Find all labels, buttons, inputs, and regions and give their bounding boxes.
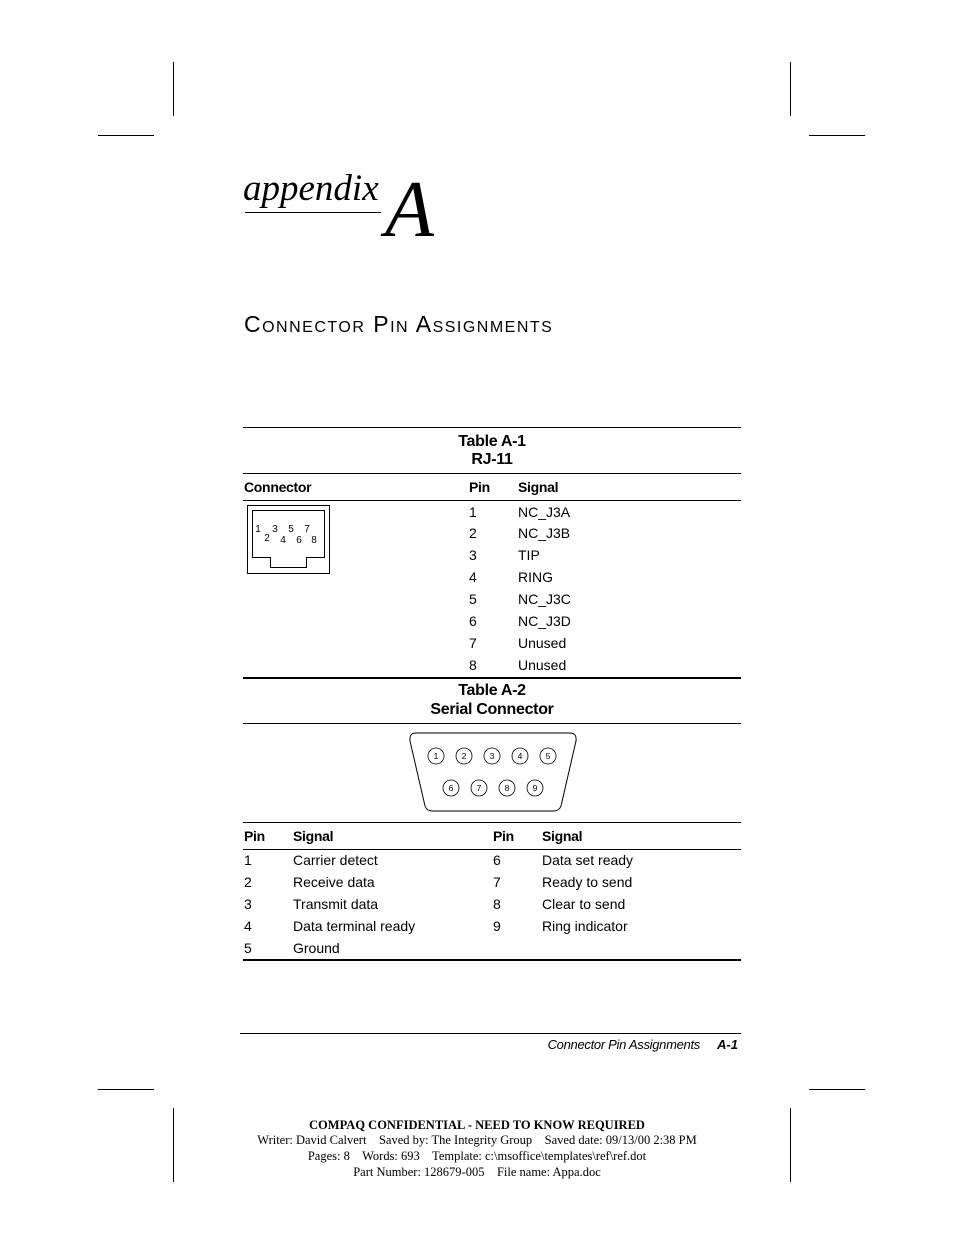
table-a1-signal-cell: NC_J3B — [518, 525, 571, 541]
rj11-pin-label: 8 — [311, 535, 317, 546]
table-a1-pin-cell: 7 — [469, 635, 477, 651]
rj11-pin-label: 3 — [272, 524, 278, 535]
table-a1-signal-cell: Unused — [518, 657, 567, 673]
crop-mark-top-right-vertical — [790, 62, 791, 116]
db9-pin-label: 6 — [448, 783, 454, 793]
db9-pin-label: 8 — [504, 783, 510, 793]
table-a2-signal-cell: Data set ready — [542, 852, 634, 868]
appendix-heading-letter: A — [385, 166, 434, 254]
db9-pin-label: 7 — [476, 783, 482, 793]
table-a2-caption-title: Serial Connector — [430, 701, 554, 718]
table-a2-pin-cell: 4 — [244, 918, 252, 934]
table-a2-pin-cell: 1 — [244, 852, 252, 868]
db9-pin-label: 1 — [433, 751, 439, 761]
appendix-heading-word: appendix — [243, 168, 379, 209]
confidential-title: COMPAQ CONFIDENTIAL - NEED TO KNOW REQUIRED — [309, 1118, 645, 1132]
table-a1-caption-number: Table A-1 — [458, 433, 526, 450]
table-a2-pin-cell: 8 — [493, 896, 501, 912]
table-a2-bottom-rule — [243, 959, 741, 961]
table-a1-header-connector: Connector — [244, 479, 312, 495]
table-a1-caption-rule — [243, 473, 741, 474]
footer-page-number: A-1 — [717, 1037, 738, 1052]
table-a2-signal-cell: Ground — [293, 940, 340, 956]
db9-pin-label: 5 — [545, 751, 551, 761]
footer-section-title: Connector Pin Assignments — [547, 1037, 700, 1052]
table-a1-pin-cell: 5 — [469, 591, 477, 607]
table-a2-pin-cell: 6 — [493, 852, 501, 868]
rj11-pin-label: 5 — [288, 524, 294, 535]
table-a1-pin-cell: 6 — [469, 613, 477, 629]
table-a2-pin-cell: 2 — [244, 874, 252, 890]
table-a1-pin-cell: 2 — [469, 525, 477, 541]
db9-shell-outline — [410, 733, 576, 811]
db9-pin-label: 9 — [532, 783, 538, 793]
appendix-heading-underline — [245, 212, 381, 213]
chapter-title: Connector Pin Assignments — [244, 311, 554, 337]
table-a2-signal-cell: Clear to send — [542, 896, 626, 912]
table-a1-signal-cell: RING — [518, 569, 553, 585]
table-a2-diagram-rule — [243, 822, 741, 823]
db9-pin-label: 4 — [517, 751, 523, 761]
table-a1-caption-title: RJ-11 — [471, 451, 513, 468]
table-a1-pin-cell: 1 — [469, 504, 477, 520]
table-a2-signal-cell: Receive data — [293, 874, 375, 890]
table-a2-caption-rule — [243, 723, 741, 724]
table-a1-header-rule — [243, 500, 741, 501]
rj11-outer-frame — [248, 506, 330, 574]
rj11-pin-label: 1 — [255, 524, 261, 535]
table-a2-pin-cell: 5 — [244, 940, 252, 956]
table-a2-header-signal-right: Signal — [542, 828, 583, 844]
table-a2-signal-cell: Transmit data — [293, 896, 379, 912]
table-a1-signal-cell: TIP — [518, 547, 540, 563]
rj11-pin-label: 4 — [280, 535, 286, 546]
table-a1-top-rule — [243, 427, 741, 428]
rj11-pin-label: 6 — [296, 535, 302, 546]
table-a2-signal-cell: Data terminal ready — [293, 918, 416, 934]
crop-mark-bottom-left-horizontal — [98, 1089, 154, 1090]
table-a1-signal-cell: NC_J3A — [518, 504, 571, 520]
db9-pin-label: 2 — [461, 751, 467, 761]
table-a1-signal-cell: NC_J3D — [518, 613, 571, 629]
table-a2-signal-cell: Ready to send — [542, 874, 633, 890]
table-a1-header-signal: Signal — [518, 479, 559, 495]
table-a2-pin-cell: 7 — [493, 874, 501, 890]
rj11-pin-label: 2 — [264, 533, 270, 544]
table-a2-top-rule — [243, 677, 741, 679]
footer-rule — [240, 1033, 741, 1034]
table-a2-caption-number: Table A-2 — [458, 682, 526, 699]
table-a1-pin-cell: 8 — [469, 657, 477, 673]
table-a2-header-pin-left: Pin — [244, 828, 265, 844]
table-a1-pin-cell: 3 — [469, 547, 477, 563]
confidential-pages-line: Pages: 8 Words: 693 Template: c:\msoffice\templates\ref\ref.dot — [307, 1149, 647, 1163]
crop-mark-top-left-horizontal — [98, 135, 154, 136]
table-a2-pin-cell: 3 — [244, 896, 252, 912]
crop-mark-top-left-vertical — [173, 62, 174, 116]
table-a1-signal-cell: NC_J3C — [518, 591, 571, 607]
rj11-pin-label: 7 — [304, 524, 310, 535]
confidential-part-number-line: Part Number: 128679-005 File name: Appa.doc — [353, 1165, 601, 1179]
table-a1-signal-cell: Unused — [518, 635, 567, 651]
rj11-connector-diagram — [247, 505, 330, 574]
table-a2-header-signal-left: Signal — [293, 828, 334, 844]
crop-mark-bottom-right-horizontal — [809, 1089, 865, 1090]
db9-pin-label: 3 — [489, 751, 495, 761]
table-a1-header-pin: Pin — [469, 479, 490, 495]
table-a1-pin-cell: 4 — [469, 569, 477, 585]
table-a2-header-pin-right: Pin — [493, 828, 514, 844]
table-a2-header-rule — [243, 849, 741, 850]
confidential-writer-line: Writer: David Calvert Saved by: The Integrity Group Saved date: 09/13/00 2:38 PM — [257, 1133, 697, 1147]
table-a2-signal-cell: Ring indicator — [542, 918, 628, 934]
db9-connector-diagram — [408, 732, 578, 812]
table-a2-pin-cell: 9 — [493, 918, 501, 934]
crop-mark-top-right-horizontal — [809, 135, 865, 136]
table-a2-signal-cell: Carrier detect — [293, 852, 378, 868]
